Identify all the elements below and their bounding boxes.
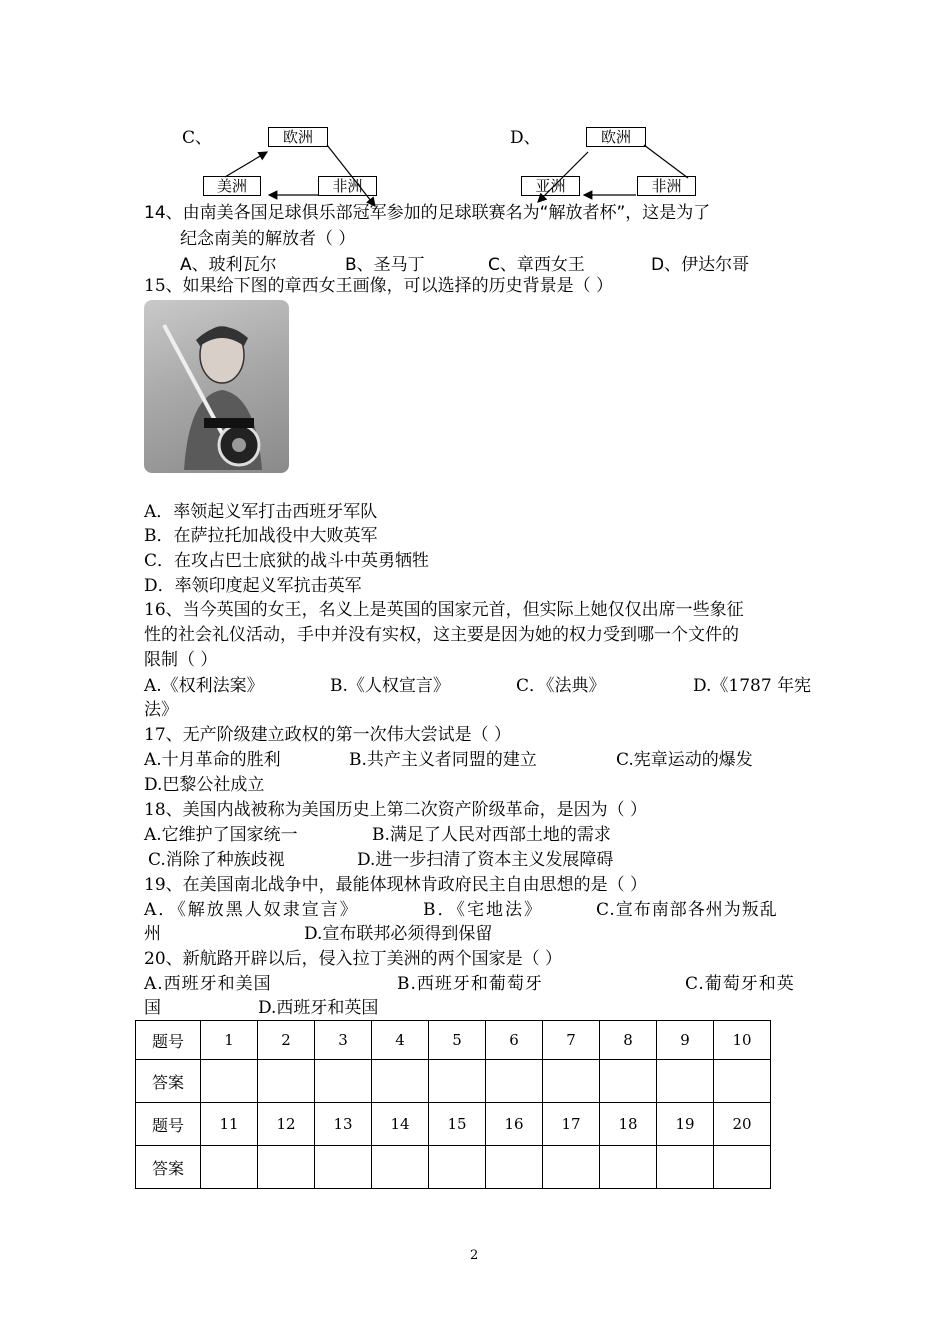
answer-cell[interactable] (486, 1060, 543, 1103)
q16-option-c: C．《法典》 (516, 676, 606, 696)
rani-of-jhansi-portrait (144, 300, 289, 473)
diagram-d-africa-box: 非洲 (637, 176, 696, 196)
table-cell-number: 3 (315, 1021, 372, 1060)
answer-cell[interactable] (315, 1146, 372, 1189)
q20-option-a: A.西班牙和美国 (144, 974, 272, 994)
q19-option-d: D.宣布联邦必须得到保留 (304, 924, 493, 944)
q15-option-b: B．在萨拉托加战役中大败英军 (144, 526, 378, 546)
table-cell-number: 18 (600, 1103, 657, 1146)
q15-stem: 15、如果给下图的章西女王画像，可以选择的历史背景是（ ） (144, 276, 614, 296)
diagram-c-america-box: 美洲 (203, 176, 261, 196)
q14-option-d: D、伊达尔哥 (651, 255, 750, 275)
table-cell-number: 12 (258, 1103, 315, 1146)
q15-option-a: A．率领起义军打击西班牙军队 (144, 502, 378, 522)
table-cell-number: 5 (429, 1021, 486, 1060)
diagram-d-label: D、 (510, 128, 541, 148)
answer-cell[interactable] (600, 1060, 657, 1103)
table-cell-number: 6 (486, 1021, 543, 1060)
table-row (136, 1060, 771, 1103)
table-cell-number: 16 (486, 1103, 543, 1146)
table-cell-number: 17 (543, 1103, 600, 1146)
q19-option-a: A．《解放黑人奴隶宣言》 (144, 900, 359, 920)
q20-option-c-tail: 国 (144, 998, 161, 1018)
table-cell-number: 14 (372, 1103, 429, 1146)
q16-stem-line2: 性的社会礼仪活动，手中并没有实权，这主要是因为她的权力受到哪一个文件的 (144, 625, 739, 645)
q17-option-d: D.巴黎公社成立 (144, 775, 265, 795)
q15-option-d: D．率领印度起义军抗击英军 (144, 576, 362, 596)
answer-cell[interactable] (429, 1060, 486, 1103)
q18-stem: 18、美国内战被称为美国历史上第二次资产阶级革命，是因为（ ） (144, 800, 648, 820)
answer-cell[interactable] (543, 1146, 600, 1189)
table-row (136, 1103, 771, 1146)
diagram-d-asia-box: 亚洲 (521, 176, 580, 196)
table-cell-number: 4 (372, 1021, 429, 1060)
answer-cell[interactable] (657, 1146, 714, 1189)
page-number: 2 (470, 1248, 479, 1263)
table-row-label-number: 题号 (136, 1021, 201, 1060)
table-cell-number: 20 (714, 1103, 771, 1146)
q18-option-a: A.它维护了国家统一 (144, 825, 298, 845)
answer-cell[interactable] (600, 1146, 657, 1189)
q17-stem: 17、无产阶级建立政权的第一次伟大尝试是（ ） (144, 725, 512, 745)
table-cell-number: 8 (600, 1021, 657, 1060)
answer-cell[interactable] (201, 1146, 258, 1189)
q16-stem-line1: 16、当今英国的女王，名义上是英国的国家元首，但实际上她仅仅出席一些象征 (144, 600, 744, 620)
answer-cell[interactable] (543, 1060, 600, 1103)
q18-option-d: D.进一步扫清了资本主义发展障碍 (357, 850, 614, 870)
q14-option-b: B、圣马丁 (345, 255, 425, 275)
diagram-c-europe-box: 欧洲 (268, 127, 328, 147)
answer-cell[interactable] (201, 1060, 258, 1103)
answer-cell[interactable] (486, 1146, 543, 1189)
q14-stem-line2: 纪念南美的解放者（ ） (180, 229, 356, 249)
table-row (136, 1146, 771, 1189)
q18-option-c: C.消除了种族歧视 (148, 850, 285, 870)
answer-cell[interactable] (315, 1060, 372, 1103)
q14-option-c: C、章西女王 (488, 255, 585, 275)
answer-cell[interactable] (429, 1146, 486, 1189)
table-cell-number: 9 (657, 1021, 714, 1060)
q18-option-b: B.满足了人民对西部土地的需求 (372, 825, 611, 845)
q15-option-c: C．在攻占巴士底狱的战斗中英勇牺牲 (144, 551, 430, 571)
table-cell-number: 1 (201, 1021, 258, 1060)
answer-cell[interactable] (372, 1060, 429, 1103)
q19-option-c: C.宣布南部各州为叛乱 (596, 900, 778, 920)
table-cell-number: 10 (714, 1021, 771, 1060)
q17-option-c: C.宪章运动的爆发 (616, 750, 753, 770)
q16-option-b: B.《人权宣言》 (330, 676, 450, 696)
table-cell-number: 19 (657, 1103, 714, 1146)
answer-cell[interactable] (258, 1146, 315, 1189)
diagram-c-label: C、 (182, 128, 213, 148)
answer-table (135, 1020, 771, 1189)
table-cell-number: 11 (201, 1103, 258, 1146)
q16-stem-line3: 限制（ ） (144, 650, 218, 670)
q17-option-a: A.十月革命的胜利 (144, 750, 281, 770)
diagram-c-africa-box: 非洲 (318, 176, 377, 196)
answer-cell[interactable] (372, 1146, 429, 1189)
table-row-label-answer: 答案 (136, 1146, 201, 1189)
q20-option-d: D.西班牙和英国 (258, 998, 379, 1018)
q19-option-c-tail: 州 (144, 924, 161, 944)
q17-option-b: B.共产主义者同盟的建立 (349, 750, 537, 770)
q16-option-a: A.《权利法案》 (144, 676, 264, 696)
q16-option-d: D.《1787 年宪 (693, 676, 812, 696)
table-row (136, 1021, 771, 1060)
q20-stem: 20、新航路开辟以后，侵入拉丁美洲的两个国家是（ ） (144, 949, 563, 969)
answer-cell[interactable] (657, 1060, 714, 1103)
diagram-d-europe-box: 欧洲 (586, 127, 646, 147)
table-row-label-number: 题号 (136, 1103, 201, 1146)
table-cell-number: 13 (315, 1103, 372, 1146)
q19-option-b: B．《宅地法》 (423, 900, 543, 920)
table-cell-number: 2 (258, 1021, 315, 1060)
q14-option-a: A、玻利瓦尔 (180, 255, 277, 275)
table-cell-number: 15 (429, 1103, 486, 1146)
answer-cell[interactable] (714, 1060, 771, 1103)
q20-option-b: B.西班牙和葡萄牙 (397, 974, 543, 994)
answer-cell[interactable] (258, 1060, 315, 1103)
q14-stem-line1: 14、由南美各国足球俱乐部冠军参加的足球联赛名为“解放者杯”，这是为了 (144, 203, 711, 223)
table-cell-number: 7 (543, 1021, 600, 1060)
q19-stem: 19、在美国南北战争中，最能体现林肯政府民主自由思想的是（ ） (144, 875, 648, 895)
answer-cell[interactable] (714, 1146, 771, 1189)
q20-option-c: C.葡萄牙和英 (685, 974, 795, 994)
table-row-label-answer: 答案 (136, 1060, 201, 1103)
q16-option-d-tail: 法》 (144, 700, 178, 720)
